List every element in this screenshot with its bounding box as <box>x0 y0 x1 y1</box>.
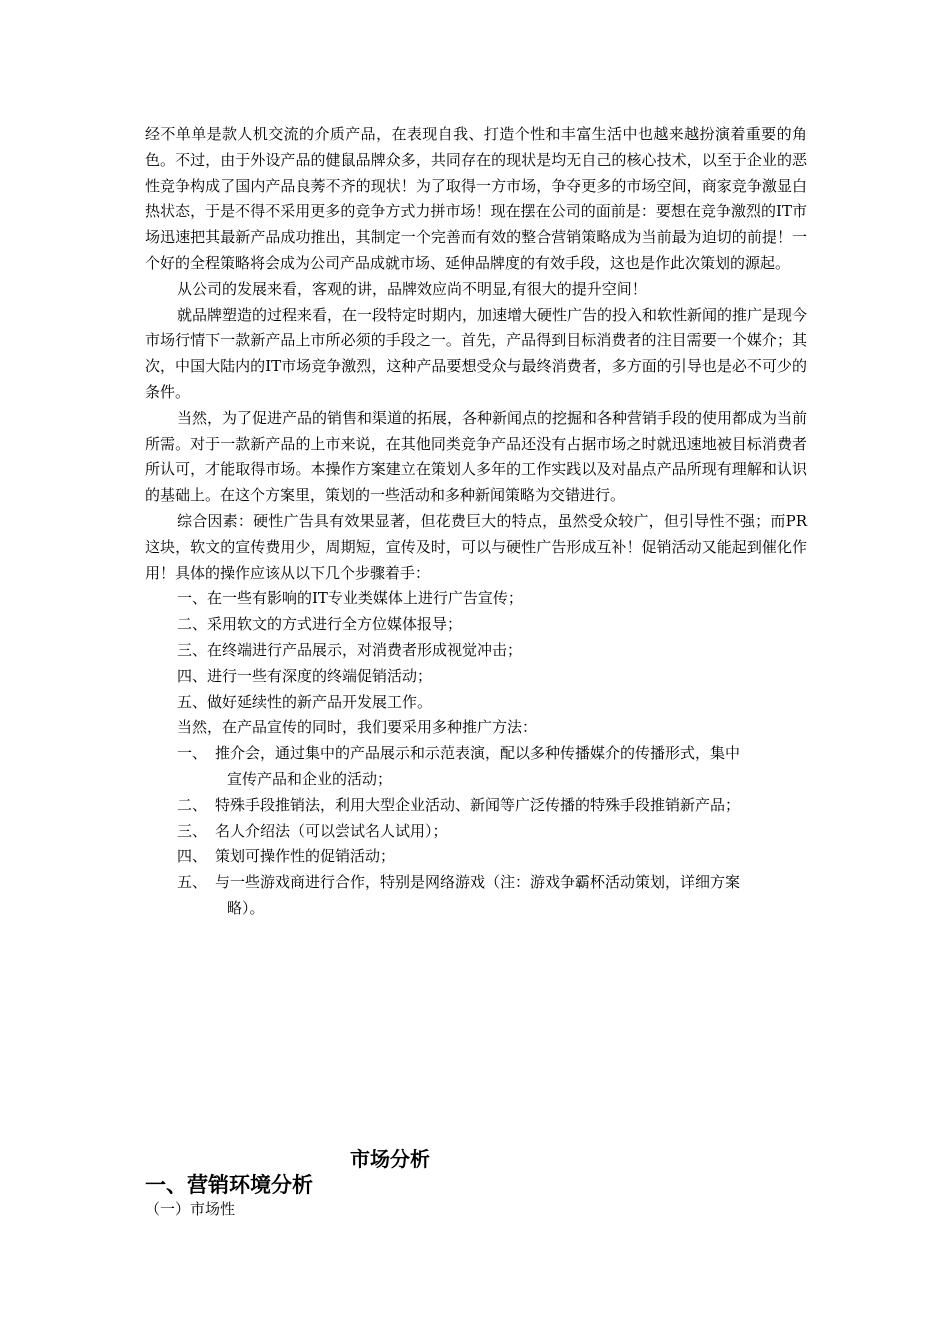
body-text <box>145 122 807 922</box>
method-item <box>145 741 807 793</box>
method-text <box>215 844 807 870</box>
method-line-continued: 宣传产品和企业的活动； <box>227 769 393 788</box>
heading-level-2: （一）市场性 <box>145 1200 236 1218</box>
method-line-continued: 略）。 <box>227 898 265 917</box>
method-line: 推介会，通过集中的产品展示和示范表演，配以多种传播媒介的传播形式，集中 <box>215 744 741 763</box>
method-line: 特殊手段推销法，利用大型企业活动、新闻等广泛传播的特殊手段推销新产品； <box>215 795 741 814</box>
method-item <box>145 844 807 870</box>
method-item <box>145 793 807 819</box>
step-item: 四、进行一些有深度的终端促销活动； <box>177 666 433 685</box>
method-number: 四、 <box>177 847 208 866</box>
method-text <box>215 793 807 819</box>
method-text <box>215 819 807 845</box>
method-line: 策划可操作性的促销活动； <box>215 847 396 866</box>
method-item <box>145 819 807 845</box>
paragraph-promotion: 当然，为了促进产品的销售和渠道的拓展，各种新闻点的挖掘和各种营销手段的使用都成为当前所需。对于一款新产品的上市来说，在其他同类竞争产品还没有占据市场之时就迅速地被目标消费者所认可，才能取得市场。本操作方案建立在策划人多年的工作实践以及对晶点产品所现有理解和认识的基础上。在这个方案里，策划的一些活动和多种新闻策略为交错进行。 <box>145 408 808 505</box>
method-line: 与一些游戏商进行合作，特别是网络游戏（注：游戏争霸杯活动策划，详细方案 <box>215 873 741 892</box>
section-title <box>0 1143 950 1172</box>
method-item <box>145 870 807 922</box>
method-line: 名人介绍法（可以尝试名人试用）； <box>215 821 448 840</box>
method-number: 二、 <box>177 795 208 814</box>
paragraph-factors: 综合因素：硬性广告具有效果显著，但花费巨大的特点，虽然受众较广，但引导性不强；而PR这块，软文的宣传费用少，周期短，宣传及时，可以与硬性广告形成互补！促销活动又能起到催化作用！具体的操作应该从以下几个步骤着手： <box>145 511 807 582</box>
section-title-text: 市场分析 <box>350 1147 430 1171</box>
heading-level-1: 一、营销环境分析 <box>145 1172 313 1197</box>
method-number: 一、 <box>177 744 208 763</box>
method-number: 三、 <box>177 821 208 840</box>
step-item: 一、在一些有影响的IT专业类媒体上进行广告宣传； <box>177 589 523 608</box>
step-item: 五、做好延续性的新产品开发展工作。 <box>177 692 433 711</box>
method-number: 五、 <box>177 873 208 892</box>
method-text <box>215 870 807 922</box>
paragraph-intro: 经不单单是款人机交流的介质产品，在表现自我、打造个性和丰富生活中也越来越扮演着重要的角色。不过，由于外设产品的健鼠品牌众多，共同存在的现状是均无自己的核心技术，以至于企业的恶性竞争构成了国内产品良莠不齐的现状！为了取得一方市场，争夺更多的市场空间，商家竞争激显白热状态，于是不得不采用更多的竞争方式力拼市场！现在摆在公司的面前是：要想在竞争激烈的IT市场迅速把其最新产品成功推出，其制定一个完善而有效的整合营销策略成为当前最为迫切的前提！一个好的全程策略将会成为公司产品成就市场、延伸品牌度的有效手段，这也是作此次策划的源起。 <box>145 125 807 272</box>
method-text <box>215 741 807 793</box>
paragraph-brand-effect: 从公司的发展来看，客观的讲，品牌效应尚不明显,有很大的提升空间！ <box>177 279 647 298</box>
methods-intro: 当然，在产品宣传的同时，我们要采用多种推广方法： <box>177 718 538 737</box>
paragraph-brand-building: 就品牌塑造的过程来看，在一段特定时期内，加速增大硬性广告的投入和软性新闻的推广是现今市场行情下一款新产品上市所必须的手段之一。首先，产品得到目标消费者的注目需要一个媒介；其次，中国大陆内的IT市场竞争激烈，这种产品要想受众与最终消费者，多方面的引导也是必不可少的条件。 <box>145 305 808 401</box>
step-item: 二、采用软文的方式进行全方位媒体报导； <box>177 615 463 634</box>
step-item: 三、在终端进行产品展示，对消费者形成视觉冲击； <box>177 640 523 659</box>
